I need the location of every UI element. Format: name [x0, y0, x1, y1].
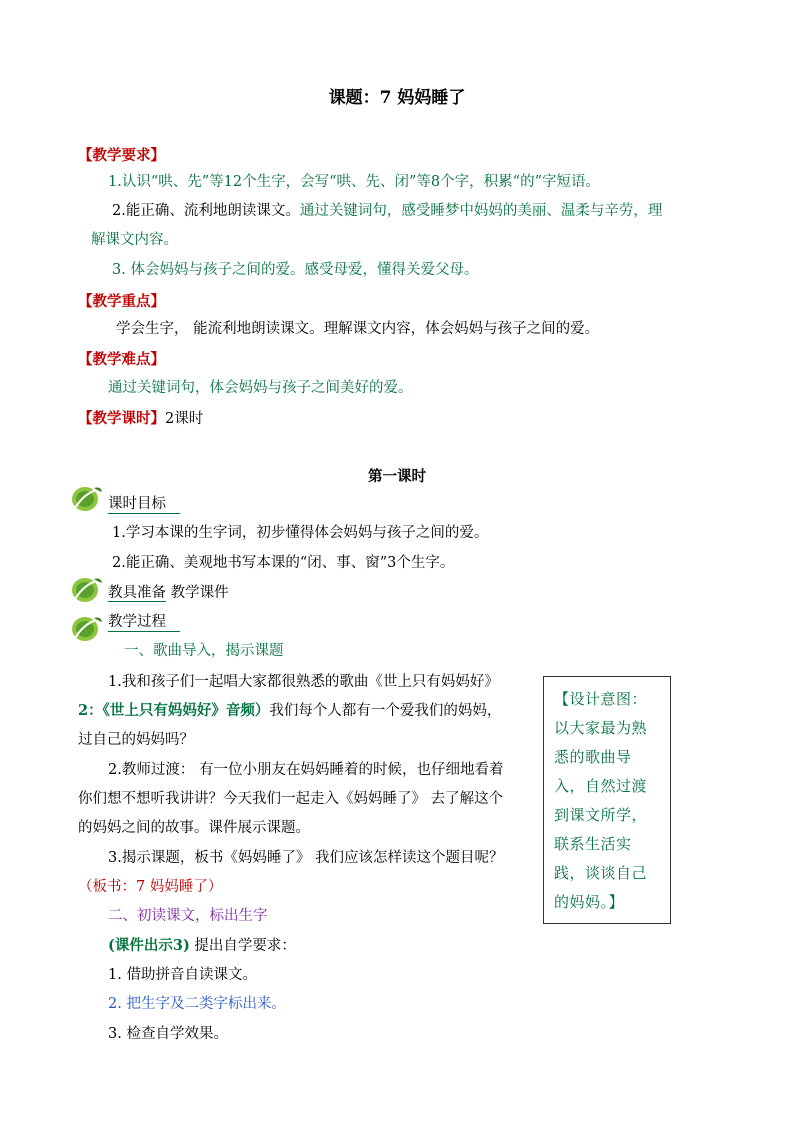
lesson-title: 第一课时 [368, 468, 426, 485]
requirements-header: 【教学要求】 [78, 147, 165, 164]
s1-line-4: 2.教师过渡： 有一位小朋友在妈妈睡着的时候，也仔细地看着 [108, 762, 504, 778]
requirement-item-3: 3. 体会妈妈与孩子之间的爱。感受母爱，懂得关爱父母。 [112, 262, 479, 278]
s1-line-3: 过自己的妈妈吗？ [78, 732, 194, 748]
goal-item-2: 2.能正确、美观地书写本课的“闭、事、窗”3个生字。 [112, 555, 455, 571]
s2-item-3: 3. 检查自学效果。 [108, 1026, 228, 1042]
s2-item-2: 2. 把生字及二类字标出来。 [108, 996, 286, 1012]
green-leaf-icon [70, 614, 104, 644]
s1-line-2: 2：《世上只有妈妈好》音频）我们每个人都有一个爱我们的妈妈， [78, 702, 502, 719]
requirement-item-2-cont: 解课文内容。 [91, 232, 178, 248]
s1-line-7: 3.揭示课题，板书《妈妈睡了》 我们应该怎样读这个题目呢？ [108, 850, 504, 866]
prep-line: 教具准备 教学课件 [108, 585, 229, 601]
design-intent-box [543, 676, 671, 924]
page-title: 课题：7 妈妈睡了 [328, 88, 466, 108]
green-leaf-icon [70, 575, 104, 605]
design-intent-text: 【设计意图：以大家最为熟悉的歌曲导入，自然过渡到课文所学，联系生活实践，谈谈自己的妈妈。】 [554, 690, 648, 911]
key-points-text: 学会生字， 能流利地朗读课文。理解课文内容，体会妈妈与孩子之间的爱。 [116, 321, 600, 337]
key-points-header: 【教学重点】 [78, 293, 165, 310]
s2-item-1: 1. 借助拼音自读课文。 [108, 967, 257, 983]
goal-item-1: 1.学习本课的生字词，初步懂得体会妈妈与孩子之间的爱。 [112, 525, 489, 541]
s1-line-1: 1.我和孩子们一起唱大家都很熟悉的歌曲《世上只有妈妈好》 [108, 674, 499, 690]
difficulties-text: 通过关键词句，体会妈妈与孩子之间美好的爱。 [108, 380, 413, 396]
difficulties-header: 【教学难点】 [78, 351, 165, 368]
hours-line: 【教学课时】2课时 [78, 410, 204, 427]
requirement-item-2: 2.能正确、流利地朗读课文。通过关键词句，感受睡梦中妈妈的美丽、温柔与辛劳，理 [112, 203, 663, 219]
s1-board: （板书：7 妈妈睡了） [78, 879, 223, 895]
section-1-heading: 一、歌曲导入，揭示课题 [124, 643, 284, 659]
green-leaf-icon [70, 484, 104, 514]
process-label: 教学过程 [108, 612, 180, 632]
s1-line-5: 你们想不想听我讲讲？今天我们一起走入《妈妈睡了》 去了解这个 [78, 791, 504, 807]
goals-label: 课时目标 [108, 494, 180, 514]
s2-req-line: (课件出示3) 提出自学要求： [108, 937, 296, 954]
s1-line-6: 的妈妈之间的故事。课件展示课题。 [78, 820, 310, 836]
section-2-heading: 二、初读课文，标出生字 [108, 908, 268, 924]
requirement-item-1: 1.认识“哄、先”等12个生字，会写“哄、先、闭”等8个字，积累“的”字短语。 [108, 174, 600, 190]
